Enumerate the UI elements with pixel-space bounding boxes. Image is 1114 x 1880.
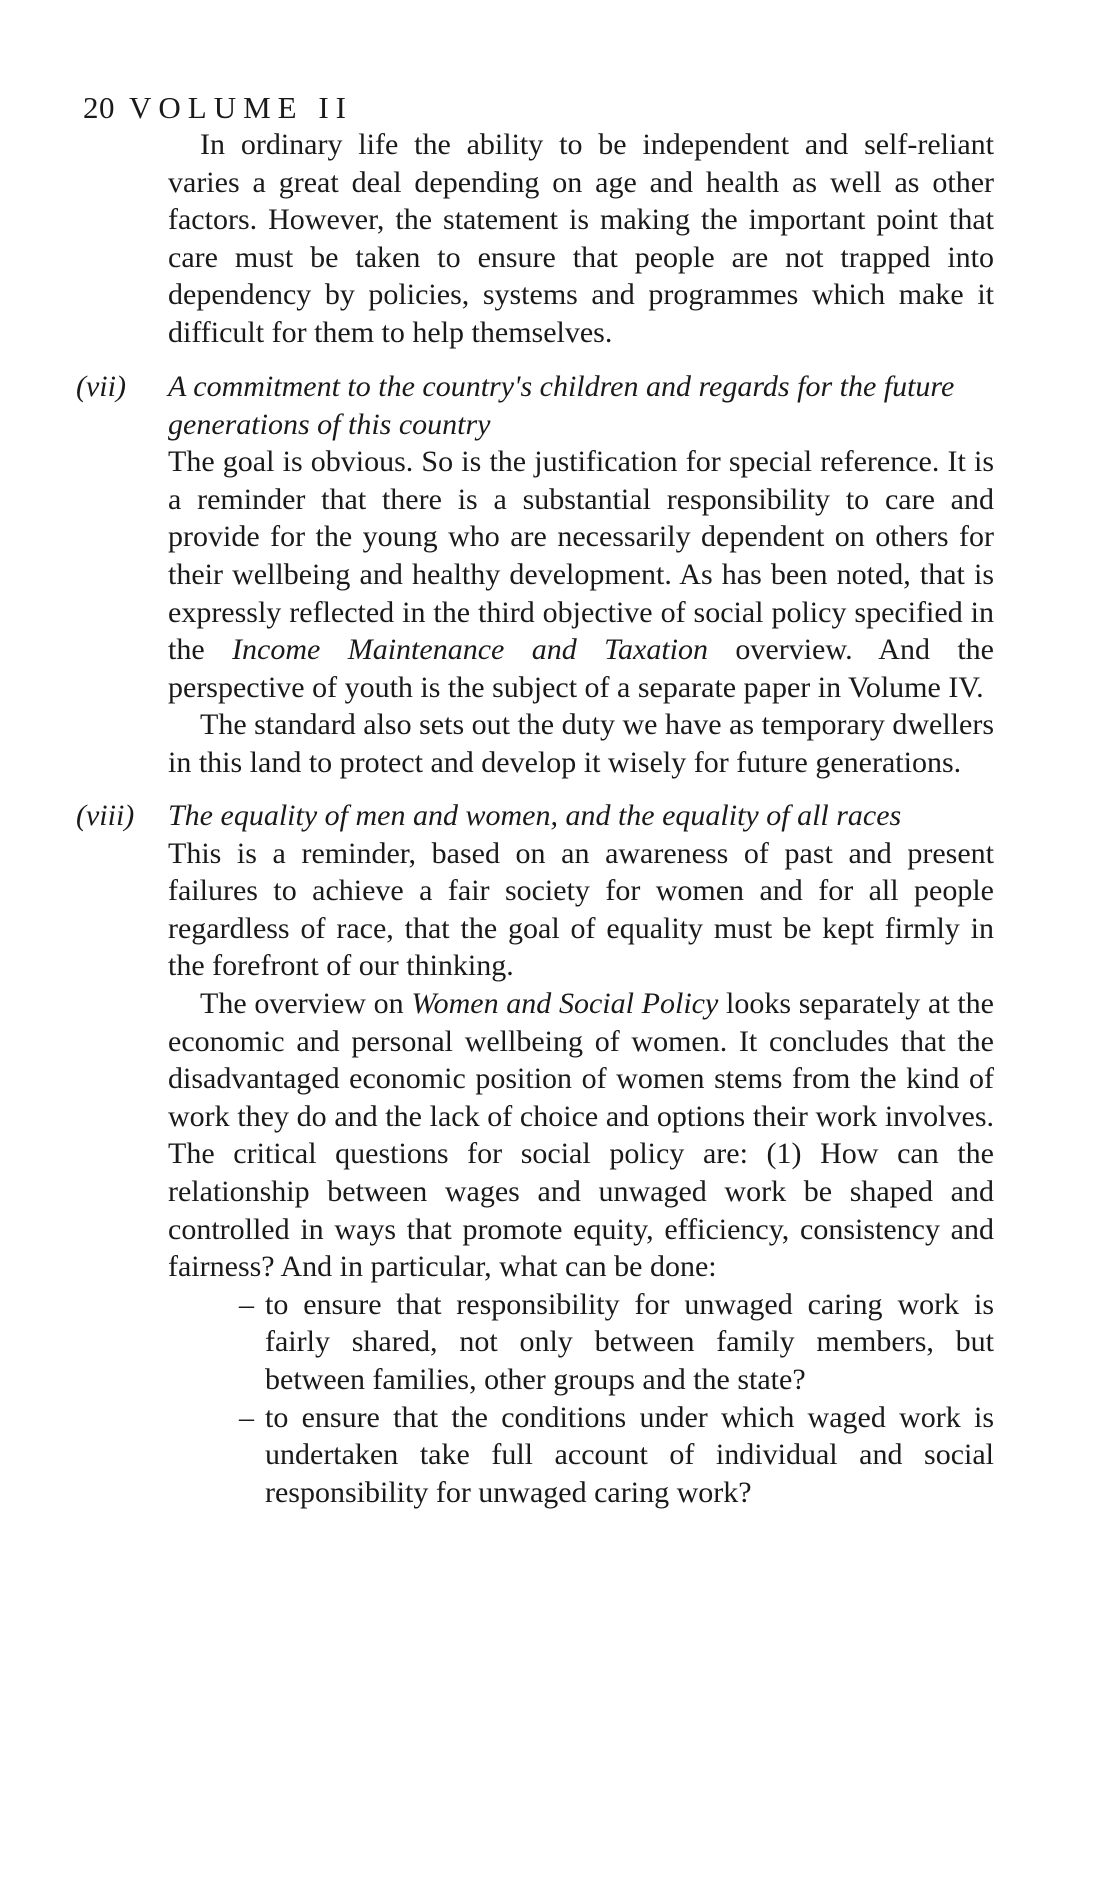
question-list (168, 1286, 994, 1512)
section-vii-marker: (vii) (76, 370, 126, 403)
page-number: 20 (83, 90, 115, 125)
section-viii-paragraph-1: This is a reminder, based on an awareness of past and present failures to achieve a fair society for women and for all people regardless of race, that the goal of equality must be kept firmly in the forefront of our thinking. (168, 836, 994, 983)
section-vii-paragraph-1: The goal is obvious. So is the justification for special reference. It is a reminder that there is a substantial responsibility to care and provide for the young who are necessarily dependent on others for their wellbeing and healthy development. As has been noted, that is expressly reflected in the third objective of social policy specified in the Income Maintenance and Taxation overview. And the perspective of youth is the subject of a separate paper in Volume IV. (168, 445, 995, 704)
section-viii-paragraph-2: The overview on Women and Social Policy looks separately at the economic and personal wellbeing of women. It concludes that the disadvantaged economic position of women stems from the kind of work they do and the lack of choice and options their work involves. The critical questions for social policy are: (1) How can the relationship between wages and unwaged work be shaped and controlled in ways that promote equity, efficiency, consistency and fairness? And in particular, what can be done: (168, 986, 994, 1284)
section-vii-heading: A commitment to the country's children and regards for the future generations of this country (168, 370, 955, 441)
section-vii-paragraph-2: The standard also sets out the duty we have as temporary dwellers in this land to protect and develop it wisely for future generations. (168, 708, 994, 779)
list-item: – to ensure that the conditions under which waged work is undertaken take full account of individual and social responsibility for unwaged caring work? (239, 1400, 994, 1509)
income-maintenance-title: Income Maintenance and Taxation (232, 633, 709, 667)
intro-block (168, 126, 994, 352)
dash-marker: – (239, 1287, 254, 1321)
dash-marker: – (239, 1400, 254, 1434)
section-vii (168, 368, 994, 782)
section-viii-marker: (viii) (76, 799, 135, 832)
women-social-policy-title: Women and Social Policy (411, 986, 719, 1020)
intro-paragraph: In ordinary life the ability to be independent and self-reliant varies a great deal depending on age and health as well as other factors. However, the statement is making the important point that care must be taken to ensure that people are not trapped into dependency by policies, systems and programmes which make it difficult for them to help themselves. (168, 128, 994, 349)
section-viii-heading: The equality of men and women, and the equality of all races (168, 799, 902, 832)
list-item: – to ensure that responsibility for unwaged caring work is fairly shared, not only between family members, but between families, other groups and the state? (239, 1287, 994, 1396)
running-head (83, 88, 353, 128)
section-viii (168, 797, 994, 1511)
volume-label: VOLUME II (129, 90, 353, 125)
